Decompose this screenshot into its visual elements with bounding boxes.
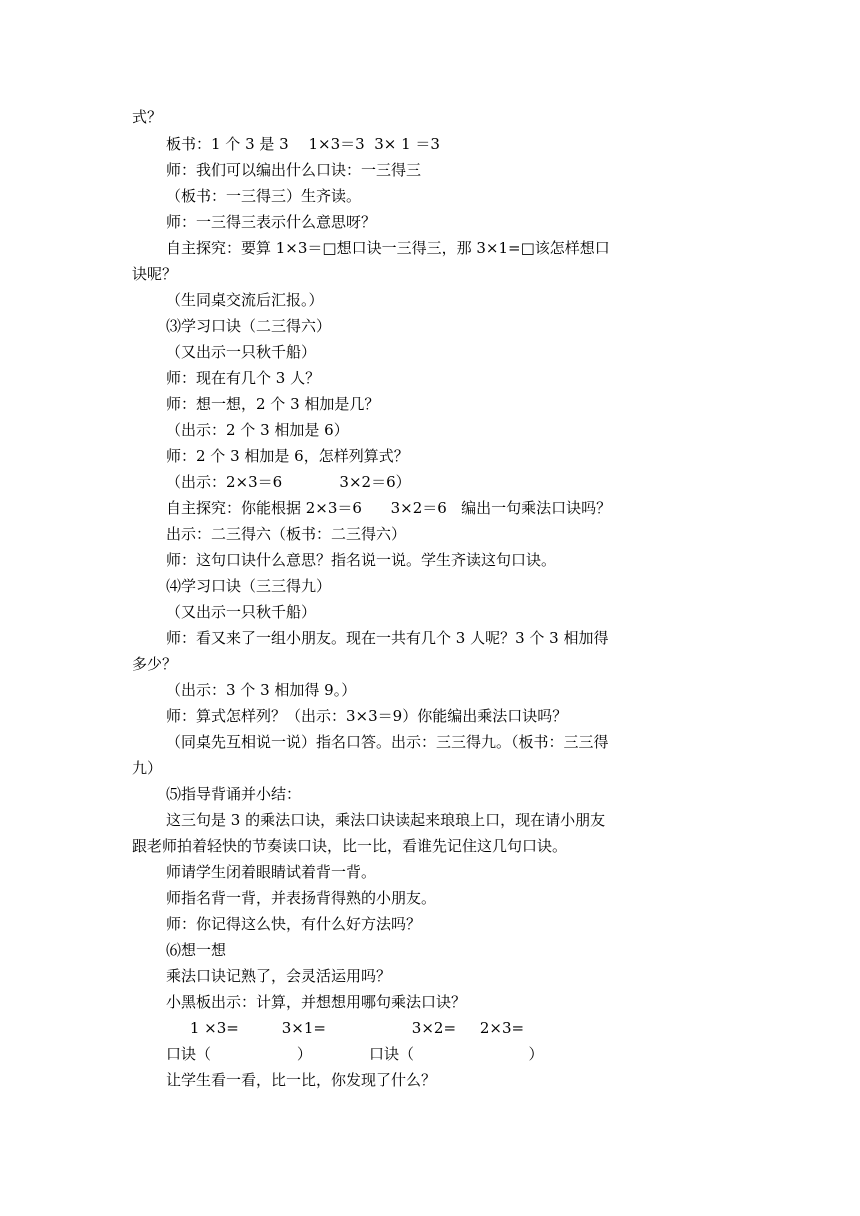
text-line: 自主探究：要算 1×3＝□想口诀一三得三，那 3×1=□该怎样想口 (166, 239, 610, 257)
text-line: 1 ×3= 3×1= 3×2= 2×3= (166, 1019, 525, 1037)
text-line: 师：你记得这么快，有什么好方法吗？ (166, 915, 422, 933)
text-line: 这三句是 3 的乘法口诀，乘法口诀读起来琅琅上口，现在请小朋友 (166, 811, 606, 829)
text-line: （同桌先互相说一说）指名口答。出示：三三得九。（板书：三三得 (166, 733, 609, 751)
text-line: ⑸指导背诵并小结： (166, 785, 302, 803)
text-line: （又出示一只秋千船） (166, 603, 317, 621)
text-line: （板书：一三得三）生齐读。 (166, 187, 362, 205)
text-line: 师：想一想，2 个 3 相加是几？ (166, 395, 380, 413)
text-line: 口诀（ ） 口诀（ ） (166, 1045, 544, 1063)
text-line: 师：2 个 3 相加是 6，怎样列算式？ (166, 447, 409, 465)
text-line: 出示：二三得六（板书：二三得六） (166, 525, 407, 543)
text-line: 师请学生闭着眼睛试着背一背。 (166, 863, 377, 881)
text-line: 式？ (132, 108, 163, 126)
text-line: 板书：1 个 3 是 3 1×3＝3 3× 1 ＝3 (166, 135, 440, 153)
text-line: 让学生看一看，比一比，你发现了什么？ (166, 1071, 437, 1089)
text-line: 多少？ (132, 655, 178, 673)
text-line: 九） (132, 759, 163, 777)
text-line: 师指名背一背，并表扬背得熟的小朋友。 (166, 889, 437, 907)
text-line: 师：我们可以编出什么口诀：一三得三 (166, 161, 422, 179)
text-line: 师：看又来了一组小朋友。现在一共有几个 3 人呢？3 个 3 相加得 (166, 629, 609, 647)
text-line: 乘法口诀记熟了，会灵活运用吗？ (166, 967, 392, 985)
text-line: 师：算式怎样列？（出示：3×3＝9）你能编出乘法口诀吗？ (166, 707, 568, 725)
text-line: 诀呢？ (132, 265, 178, 283)
text-line: 师：现在有几个 3 人？ (166, 369, 321, 387)
text-line: （生同桌交流后汇报。） (166, 291, 324, 309)
text-line: （出示：3 个 3 相加得 9。） (166, 681, 357, 699)
text-line: ⑷学习口诀（三三得九） (166, 577, 332, 595)
text-line: 跟老师拍着轻快的节奏读口诀，比一比，看谁先记住这几句口诀。 (132, 837, 568, 855)
text-line: 自主探究：你能根据 2×3＝6 3×2＝6 编出一句乘法口诀吗？ (166, 499, 612, 517)
text-line: ⑶学习口诀（二三得六） (166, 317, 332, 335)
text-line: （出示：2×3＝6 3×2＝6） (166, 473, 411, 491)
text-line: （出示：2 个 3 相加是 6） (166, 421, 349, 439)
text-line: （又出示一只秋千船） (166, 343, 317, 361)
text-line: 师：这句口诀什么意思？指名说一说。学生齐读这句口诀。 (166, 551, 557, 569)
text-line: 师：一三得三表示什么意思呀？ (166, 213, 377, 231)
text-line: ⑹想一想 (166, 941, 227, 959)
text-line: 小黑板出示：计算，并想想用哪句乘法口诀？ (166, 993, 467, 1011)
